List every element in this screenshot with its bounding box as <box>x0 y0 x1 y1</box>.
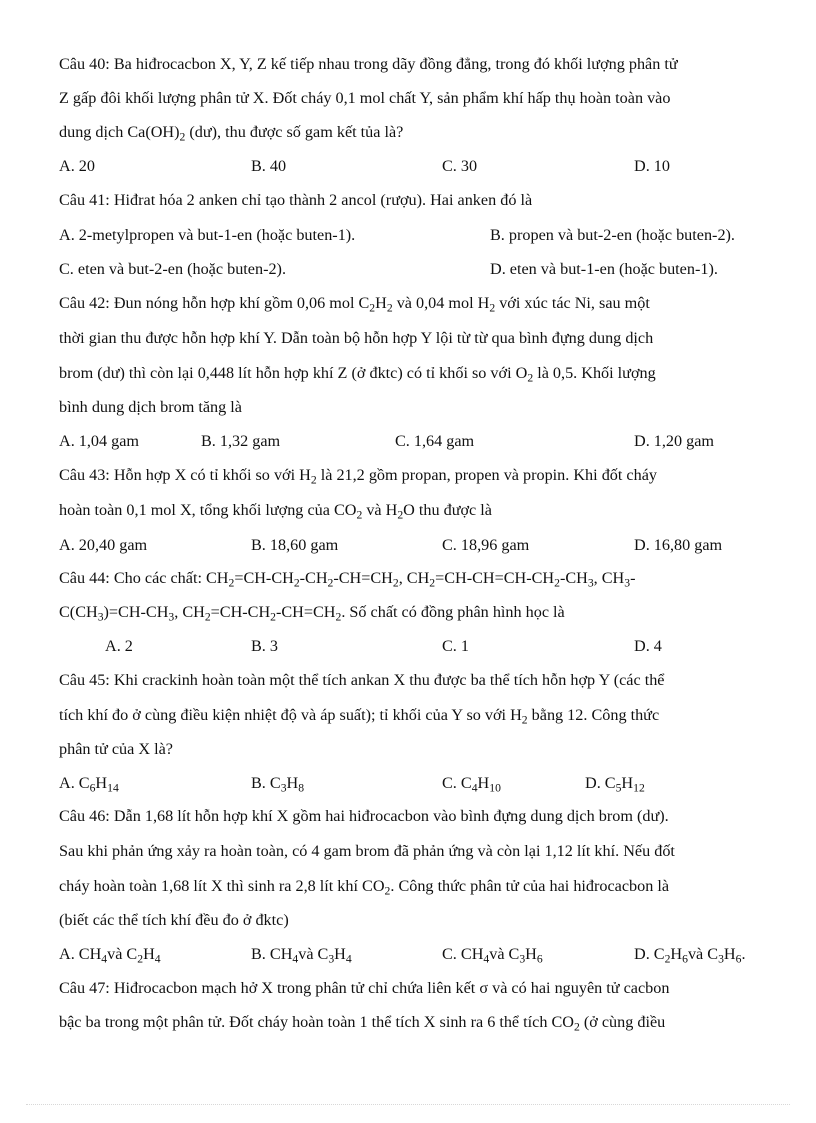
q42-option-d: D. 1,20 gam <box>634 432 715 450</box>
q40-option-d: D. 10 <box>634 157 670 175</box>
q45-line-1: Câu 45: Khi crackinh hoàn toàn một thể tích ankan X thu được ba thể tích hỗn hợp Y (các thể <box>59 671 665 689</box>
page-bottom-divider <box>26 1104 790 1105</box>
q44-option-a: A. 2 <box>105 637 133 655</box>
q43-option-b: B. 18,60 gam <box>251 536 339 554</box>
q46-line-4: (biết các thể tích khí đều đo ở đktc) <box>59 911 289 929</box>
q45-option-d: D. $C_5H_{12}$ <box>585 774 645 795</box>
q45-line-3: phân tử của X là? <box>59 740 173 758</box>
q42-option-b: B. 1,32 gam <box>201 432 281 450</box>
q40-option-a: A. 20 <box>59 157 95 175</box>
q46-option-c: C. $CH_4và$ $C_3H_6$ <box>442 945 543 966</box>
q42-option-c: C. 1,64 gam <box>395 432 475 450</box>
q44-line-1: Câu 44: Cho các chất: $CH_2=CH-CH_2-CH_2-CH=CH_2$, $CH_2=CH-CH=CH-CH_2-CH_3$, $CH_3-$ <box>59 569 636 590</box>
q40-line-2: Z gấp đôi khối lượng phân tử X. Đốt cháy 0,1 mol chất Y, sản phẩm khí hấp thụ hoàn toàn vào <box>59 89 671 107</box>
q46-option-b: B. $CH_4và$ $C_3H_4$ <box>251 945 352 966</box>
q41-option-a: A. 2-metylpropen và but-1-en (hoặc buten-1). <box>59 226 356 244</box>
q42-option-a: A. 1,04 gam <box>59 432 140 450</box>
q43-option-d: D. 16,80 gam <box>634 536 723 554</box>
q40-line-3: dung dịch $Ca(OH)_2$ (dư), thu được số gam kết tủa là? <box>59 123 404 144</box>
q40-line-1: Câu 40: Ba hiđrocacbon X, Y, Z kế tiếp nhau trong dãy đồng đẳng, trong đó khối lượng phân tử <box>59 55 678 73</box>
q44-option-c: C. 1 <box>442 637 469 655</box>
q43-option-a: A. 20,40 gam <box>59 536 148 554</box>
q44-option-b: B. 3 <box>251 637 278 655</box>
q43-option-c: C. 18,96 gam <box>442 536 530 554</box>
q46-option-d: D. $C_2H_6và$ $C_3H_6$. <box>634 945 746 966</box>
q47-line-1: Câu 47: Hiđrocacbon mạch hở X trong phân tử chỉ chứa liên kết σ và có hai nguyên tử cacbon <box>59 979 670 997</box>
q45-option-b: B. $C_3H_8$ <box>251 774 305 795</box>
q46-line-3: cháy hoàn toàn 1,68 lít X thì sinh ra 2,8 lít khí $CO_2$. Công thức phân tử của hai hiđrocacbon là <box>59 877 670 898</box>
q43-line-1: Câu 43: Hỗn hợp X có tỉ khối so với $H_2$ là 21,2 gồm propan, propen và propin. Khi đốt cháy <box>59 466 657 487</box>
q44-option-d: D. 4 <box>634 637 662 655</box>
q46-line-1: Câu 46: Dẫn 1,68 lít hỗn hợp khí X gồm hai hiđrocacbon vào bình đựng dung dịch brom (dư). <box>59 807 669 825</box>
q40-option-b: B. 40 <box>251 157 287 175</box>
q45-option-c: C. $C_4H_{10}$ <box>442 774 501 795</box>
q44-line-2: $C(CH_3)=CH-CH_3$, $CH_2=CH-CH_2-CH=CH_2$. Số chất có đồng phân hình học là <box>59 603 565 624</box>
q42-line-4: bình dung dịch brom tăng là <box>59 398 242 416</box>
q46-line-2: Sau khi phản ứng xảy ra hoàn toàn, có 4 gam brom đã phản ứng và còn lại 1,12 lít khí. Nếu đốt <box>59 842 675 860</box>
q45-option-a: A. $C_6H_{14}$ <box>59 774 119 795</box>
q41-option-d: D. eten và but-1-en (hoặc buten-1). <box>490 260 718 278</box>
q42-line-2: thời gian thu được hỗn hợp khí Y. Dẫn toàn bộ hỗn hợp Y lội từ từ qua bình đựng dung dịch <box>59 329 654 347</box>
q47-line-2: bậc ba trong một phân tử. Đốt cháy hoàn toàn 1 thể tích X sinh ra 6 thể tích $CO_2$ (ở cùng điều <box>59 1013 666 1034</box>
q41-line-1: Câu 41: Hiđrat hóa 2 anken chỉ tạo thành 2 ancol (rượu). Hai anken đó là <box>59 191 533 209</box>
q42-line-3: brom (dư) thì còn lại 0,448 lít hỗn hợp khí Z (ở đktc) có tỉ khối so với $O_2$ là 0,5. Khối lượng <box>59 364 656 385</box>
q43-line-2: hoàn toàn 0,1 mol X, tổng khối lượng của $CO_2$ và $H_2O$ thu được là <box>59 501 492 522</box>
q42-line-1: Câu 42: Đun nóng hỗn hợp khí gồm 0,06 mol $C_2H_2$ và 0,04 mol $H_2$ với xúc tác Ni, sau một <box>59 294 650 315</box>
q40-option-c: C. 30 <box>442 157 478 175</box>
q46-option-a: A. $CH_4và$ $C_2H_4$ <box>59 945 161 966</box>
q45-line-2: tích khí đo ở cùng điều kiện nhiệt độ và áp suất); tỉ khối của Y so với $H_2$ bằng 12. Công thức <box>59 706 660 727</box>
q41-option-c: C. eten và but-2-en (hoặc buten-2). <box>59 260 286 278</box>
q41-option-b: B. propen và but-2-en (hoặc buten-2). <box>490 226 735 244</box>
